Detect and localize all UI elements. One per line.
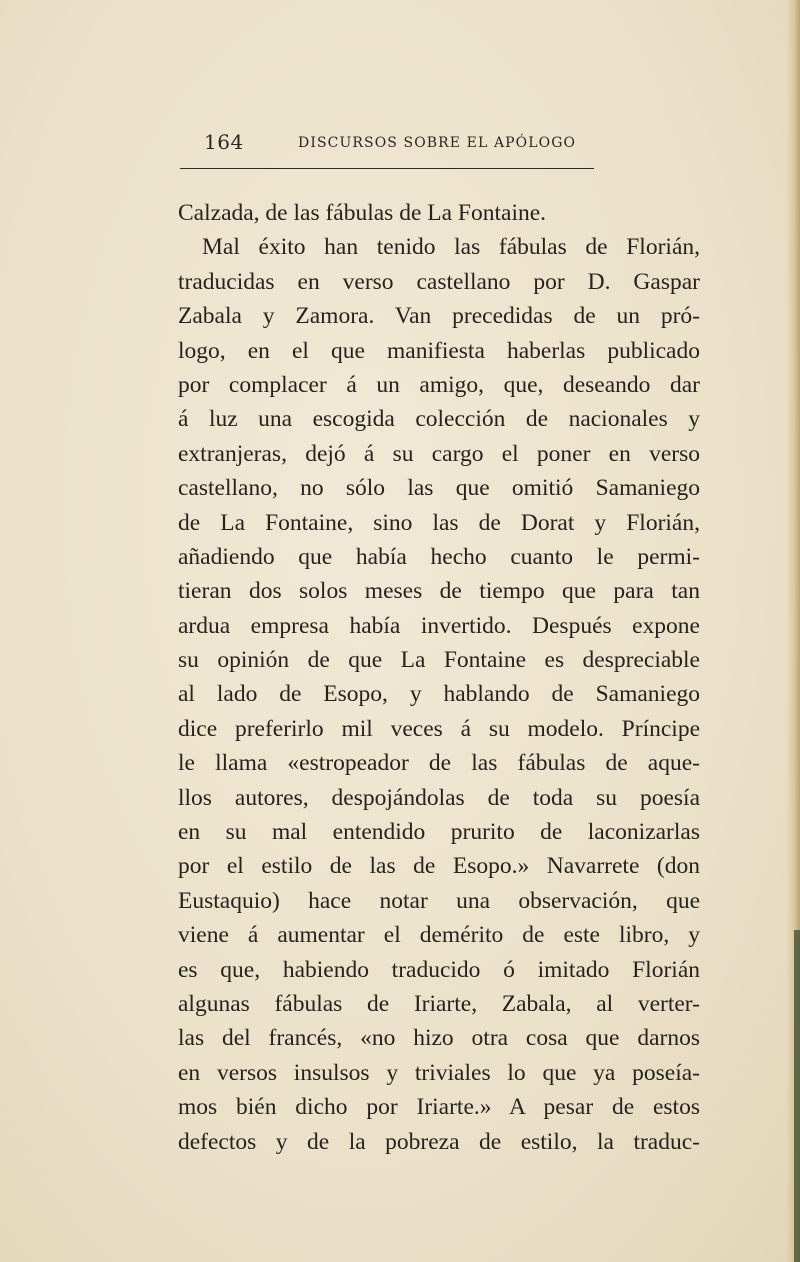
text-line: añadiendo que había hecho cuanto le permi- [178,543,700,570]
text-line: Calzada, de las fábulas de La Fontaine. [178,200,547,226]
text-line: defectos y de la pobreza de estilo, la traduc- [178,1128,700,1155]
text-line: al lado de Esopo, y hablando de Samaniego [178,681,700,708]
text-line: por el estilo de las de Esopo.» Navarrete (don [178,853,700,880]
text-line: en su mal entendido prurito de laconizarlas [178,819,700,846]
text-line: su opinión de que La Fontaine es despreciable [178,647,700,674]
text-line: algunas fábulas de Iriarte, Zabala, al verter- [178,990,700,1017]
text-line: á luz una escogida colección de nacionales y [178,406,700,433]
text-line: traducidas en verso castellano por D. Gaspar [178,268,700,295]
text-line: tieran dos solos meses de tiempo que para tan [178,578,700,605]
page-header [204,128,594,158]
text-line: llos autores, despojándolas de toda su poesía [178,784,700,811]
text-line: ardua empresa había invertido. Después expone [178,612,700,639]
text-line: viene á aumentar el demérito de este libro, y [178,922,700,949]
text-line: de La Fontaine, sino las de Dorat y Florián, [178,509,700,536]
text-line: extranjeras, dejó á su cargo el poner en verso [178,440,700,467]
body-text [178,196,700,1159]
text-line: dice preferirlo mil veces á su modelo. Príncipe [178,715,700,742]
text-line: Zabala y Zamora. Van precedidas de un pró- [178,303,700,330]
text-line: Mal éxito han tenido las fábulas de Florián, [202,234,700,261]
running-head: DISCURSOS SOBRE EL APÓLOGO [298,135,577,151]
text-line: mos bién dicho por Iriarte.» A pesar de estos [178,1094,700,1121]
page-number: 164 [204,130,244,154]
text-line: en versos insulsos y triviales lo que ya poseía- [178,1059,700,1086]
text-line: Eustaquio) hace notar una observación, que [178,887,700,914]
text-line: logo, en el que manifiesta haberlas publicado [178,337,700,364]
text-line: por complacer á un amigo, que, deseando dar [178,371,700,398]
page-edge-dark [794,930,800,1262]
text-line: le llama «estropeador de las fábulas de aque- [178,750,700,777]
header-rule [180,168,594,169]
text-line: castellano, no sólo las que omitió Samaniego [178,475,700,502]
text-line: es que, habiendo traducido ó imitado Florián [178,956,700,983]
text-line: las del francés, «no hizo otra cosa que darnos [178,1025,700,1052]
